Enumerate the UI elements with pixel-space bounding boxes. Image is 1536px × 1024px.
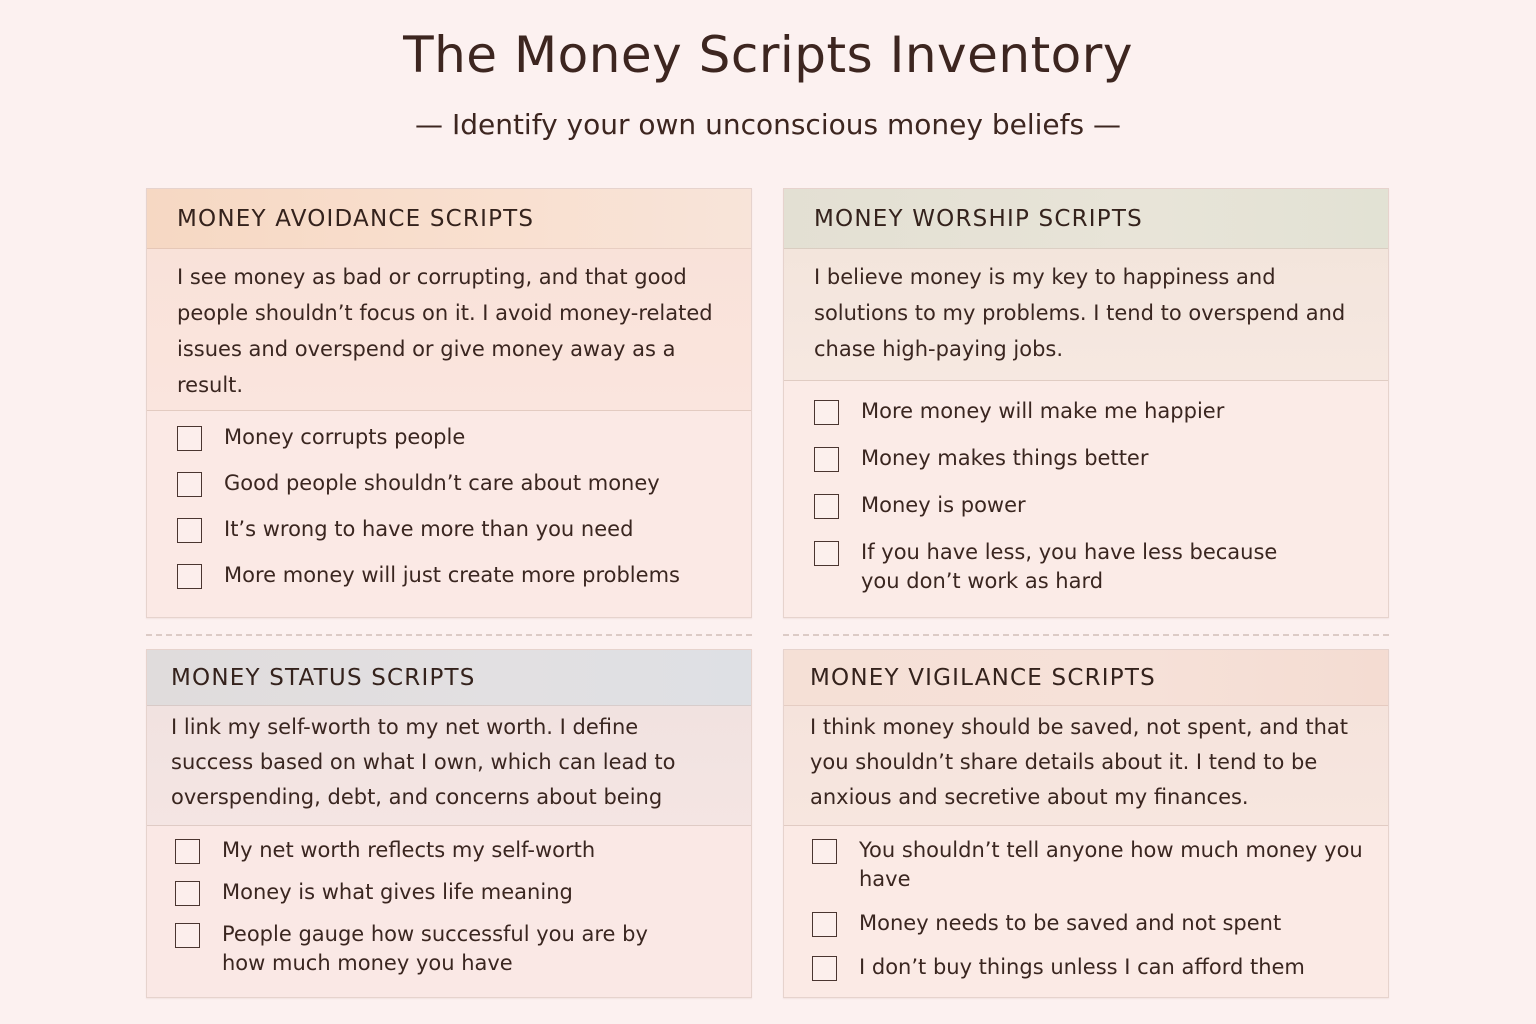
- checkbox[interactable]: [175, 839, 200, 864]
- checkbox[interactable]: [175, 881, 200, 906]
- checkbox[interactable]: [814, 447, 839, 472]
- checklist-item-label: Money is power: [861, 493, 1026, 517]
- card-money-worship: [783, 188, 1389, 618]
- checklist: [784, 381, 1388, 596]
- checklist-item-label: You shouldn’t tell anyone how much money you have: [859, 838, 1363, 891]
- checkbox[interactable]: [814, 494, 839, 519]
- card-money-status: [146, 649, 752, 998]
- checklist-item[interactable]: [814, 444, 1368, 473]
- checklist-item-label: Money needs to be saved and not spent: [859, 911, 1282, 935]
- checkbox[interactable]: [812, 956, 837, 981]
- checklist-item[interactable]: [814, 397, 1368, 426]
- checklist-item-label: Good people shouldn’t care about money: [224, 471, 660, 495]
- card-title: MONEY VIGILANCE SCRIPTS: [784, 650, 1388, 706]
- checklist-item-label: I don’t buy things unless I can afford them: [859, 955, 1305, 979]
- card-description: I believe money is my key to happiness and solutions to my problems. I tend to overspend and chase high-paying jobs.: [784, 249, 1388, 381]
- checkbox[interactable]: [177, 564, 202, 589]
- card-description: I think money should be saved, not spent, and that you shouldn’t share details about it. I tend to be anxious and secretive about my finances.: [784, 706, 1388, 826]
- page-title: The Money Scripts Inventory: [403, 26, 1133, 84]
- checklist-item[interactable]: [175, 836, 731, 865]
- section-divider: [783, 634, 1389, 636]
- checklist-item-label: It’s wrong to have more than you need: [224, 517, 634, 541]
- checklist: [147, 411, 751, 590]
- checklist-item[interactable]: [177, 515, 731, 544]
- checkbox[interactable]: [814, 400, 839, 425]
- checklist-item-label: If you have less, you have less because you don’t work as hard: [861, 540, 1278, 593]
- checkbox[interactable]: [812, 839, 837, 864]
- checklist-item[interactable]: [812, 909, 1368, 938]
- checklist-item[interactable]: [175, 920, 675, 978]
- checkbox[interactable]: [177, 472, 202, 497]
- card-money-vigilance: [783, 649, 1389, 998]
- checklist-item[interactable]: [177, 469, 731, 498]
- checklist-item[interactable]: [812, 836, 1368, 894]
- checklist-item-label: More money will just create more problems: [224, 563, 680, 587]
- checkbox[interactable]: [175, 923, 200, 948]
- checklist-item[interactable]: [175, 878, 731, 907]
- checklist-item[interactable]: [177, 561, 731, 590]
- card-title: MONEY AVOIDANCE SCRIPTS: [147, 189, 751, 249]
- checkbox[interactable]: [812, 912, 837, 937]
- checkbox[interactable]: [177, 426, 202, 451]
- checklist-item[interactable]: [812, 953, 1368, 982]
- section-divider: [146, 634, 752, 636]
- card-description: I see money as bad or corrupting, and that good people shouldn’t focus on it. I avoid money-related issues and overspend or give money away as a result.: [147, 249, 751, 411]
- checklist-item-label: More money will make me happier: [861, 399, 1225, 423]
- checklist-item[interactable]: [814, 538, 1284, 596]
- checklist: [147, 826, 751, 978]
- checklist-item-label: My net worth reflects my self-worth: [222, 838, 596, 862]
- checklist-item-label: Money is what gives life meaning: [222, 880, 573, 904]
- checklist-item[interactable]: [177, 423, 731, 452]
- card-money-avoidance: [146, 188, 752, 618]
- card-title: MONEY STATUS SCRIPTS: [147, 650, 751, 706]
- checklist: [784, 826, 1388, 982]
- checkbox[interactable]: [814, 541, 839, 566]
- checklist-item-label: Money makes things better: [861, 446, 1149, 470]
- card-title: MONEY WORSHIP SCRIPTS: [784, 189, 1388, 249]
- checklist-item-label: Money corrupts people: [224, 425, 466, 449]
- checklist-item[interactable]: [814, 491, 1368, 520]
- card-description: I link my self-worth to my net worth. I define success based on what I own, which can lead to overspending, debt, and concerns about being: [147, 706, 751, 826]
- checklist-item-label: People gauge how successful you are by how much money you have: [222, 922, 648, 975]
- page-subtitle: — Identify your own unconscious money beliefs —: [415, 108, 1121, 141]
- checkbox[interactable]: [177, 518, 202, 543]
